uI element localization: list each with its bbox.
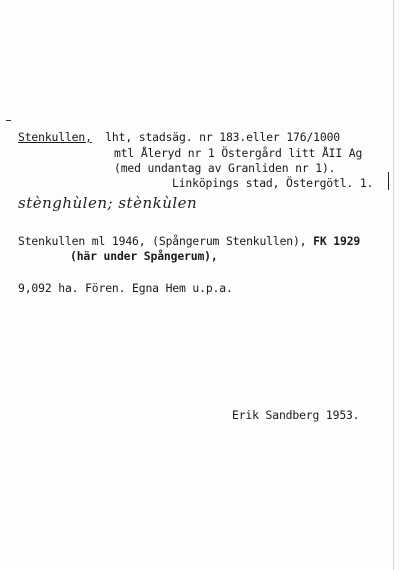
handwritten-pronunciation: stènghùlen; stènkùlen — [18, 194, 198, 212]
map-line-ref: FK 1929 — [313, 234, 361, 248]
entry-line-3: (med undantag av Granliden nr 1). — [114, 161, 336, 175]
map-line-sub: (här under Spångerum), — [70, 249, 218, 263]
entry-line-4: Linköpings stad, Östergötl. 1. — [172, 176, 374, 190]
map-line — [18, 234, 360, 248]
signature: Erik Sandberg 1953. — [232, 408, 360, 422]
place-name: Stenkullen, — [18, 130, 92, 144]
entry-line-1-rest: lht, stadsäg. nr 183.eller 176/1000 — [105, 130, 340, 144]
card-edge — [393, 0, 394, 570]
margin-mark — [6, 120, 11, 121]
area-line: 9,092 ha. Fören. Egna Hem u.p.a. — [18, 281, 233, 295]
margin-bar — [388, 172, 389, 190]
entry-line-2: mtl Åleryd nr 1 Östergård litt ÅII Ag — [114, 146, 363, 160]
map-line-text: Stenkullen ml 1946, (Spångerum Stenkullen), — [18, 234, 314, 248]
entry-line-1 — [18, 130, 340, 144]
